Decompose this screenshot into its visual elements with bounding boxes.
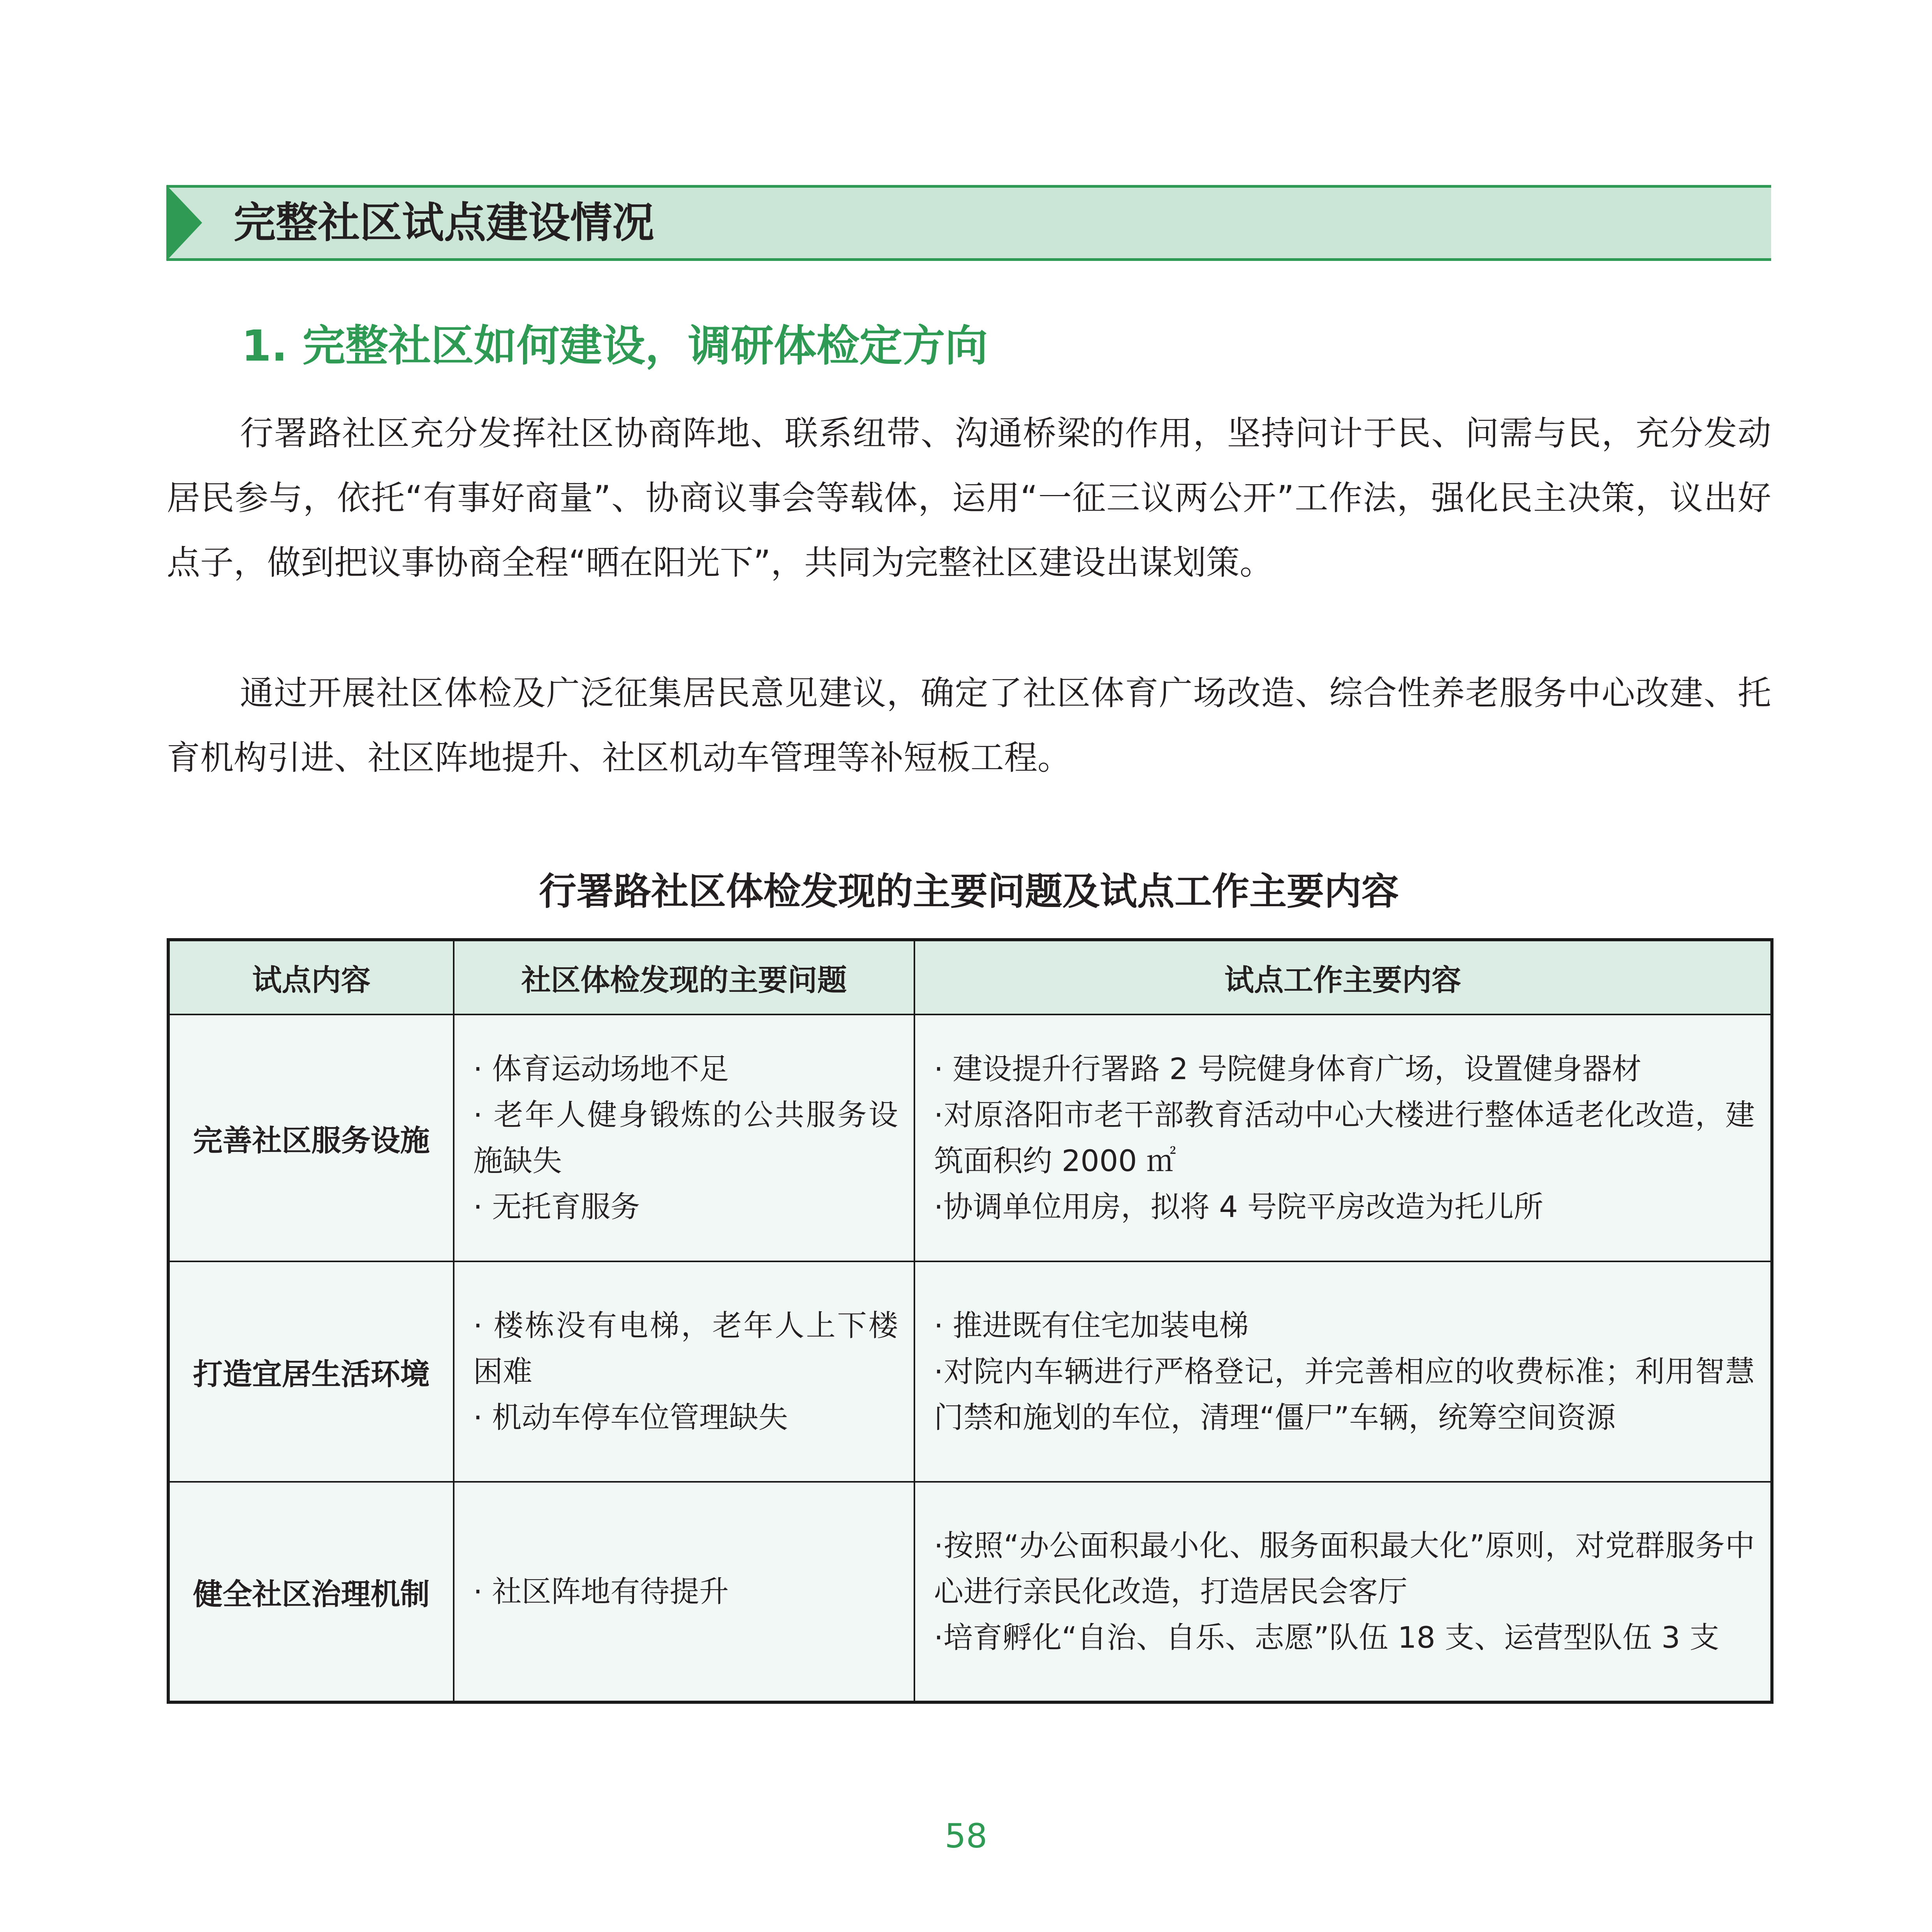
table-row: [168, 1261, 1772, 1482]
pilot-topic-cell: 健全社区治理机制: [168, 1482, 454, 1702]
table-row: [168, 1482, 1772, 1702]
pilot-topic-cell: 打造宜居生活环境: [168, 1261, 454, 1482]
work-item: ·对原洛阳市老干部教育活动中心大楼进行整体适老化改造，建筑面积约 2000 ㎡: [934, 1097, 1755, 1178]
work-item: ·按照“办公面积最小化、服务面积最大化”原则，对党群服务中心进行亲民化改造，打造居民会客厅: [934, 1528, 1755, 1609]
table-header-row: [168, 940, 1772, 1014]
problems-cell: [454, 1482, 914, 1702]
table-row: [168, 1014, 1772, 1261]
pilot-topic-cell: 完善社区服务设施: [168, 1014, 454, 1261]
work-item: ·协调单位用房，拟将 4 号院平房改造为托儿所: [934, 1189, 1543, 1224]
column-header: 试点工作主要内容: [914, 940, 1772, 1014]
section-banner: [167, 185, 1771, 261]
column-header: 试点内容: [168, 940, 454, 1014]
problem-item: · 机动车停车位管理缺失: [473, 1400, 788, 1435]
work-item: · 推进既有住宅加装电梯: [934, 1308, 1249, 1343]
problem-item: · 社区阵地有待提升: [473, 1574, 729, 1609]
work-cell: [914, 1261, 1772, 1482]
work-cell: [914, 1014, 1772, 1261]
section-title: 完整社区试点建设情况: [234, 199, 655, 247]
body-paragraph: 通过开展社区体检及广泛征集居民意见建议，确定了社区体育广场改造、综合性养老服务中心改建、托育机构引进、社区阵地提升、社区机动车管理等补短板工程。: [167, 674, 1771, 777]
body-paragraph: 行署路社区充分发挥社区协商阵地、联系纽带、沟通桥梁的作用，坚持问计于民、问需与民，充分发动居民参与，依托“有事好商量”、协商议事会等载体，运用“一征三议两公开”工作法，强化民主决策，议出好点子，做到把议事协商全程“晒在阳光下”，共同为完整社区建设出谋划策。: [167, 414, 1771, 582]
problem-item: · 体育运动场地不足: [473, 1051, 729, 1086]
banner-arrow-icon: [166, 185, 202, 261]
problems-cell: [454, 1014, 914, 1261]
problems-cell: [454, 1261, 914, 1482]
work-cell: [914, 1482, 1772, 1702]
table-caption: 行署路社区体检发现的主要问题及试点工作主要内容: [539, 870, 1399, 913]
problem-item: · 老年人健身锻炼的公共服务设施缺失: [473, 1097, 898, 1178]
work-item: ·培育孵化“自治、自乐、志愿”队伍 18 支、运营型队伍 3 支: [934, 1620, 1719, 1655]
column-header: 社区体检发现的主要问题: [454, 940, 914, 1014]
findings-table: [167, 938, 1773, 1704]
page-number: 58: [944, 1817, 988, 1856]
work-item: ·对院内车辆进行严格登记，并完善相应的收费标准；利用智慧门禁和施划的车位，清理“僵尸”车辆，统筹空间资源: [934, 1354, 1755, 1435]
problem-item: · 无托育服务: [473, 1189, 640, 1224]
work-item: · 建设提升行署路 2 号院健身体育广场，设置健身器材: [934, 1051, 1641, 1086]
subsection-heading: 1. 完整社区如何建设，调研体检定方向: [241, 321, 988, 371]
problem-item: · 楼栋没有电梯，老年人上下楼困难: [473, 1308, 898, 1389]
